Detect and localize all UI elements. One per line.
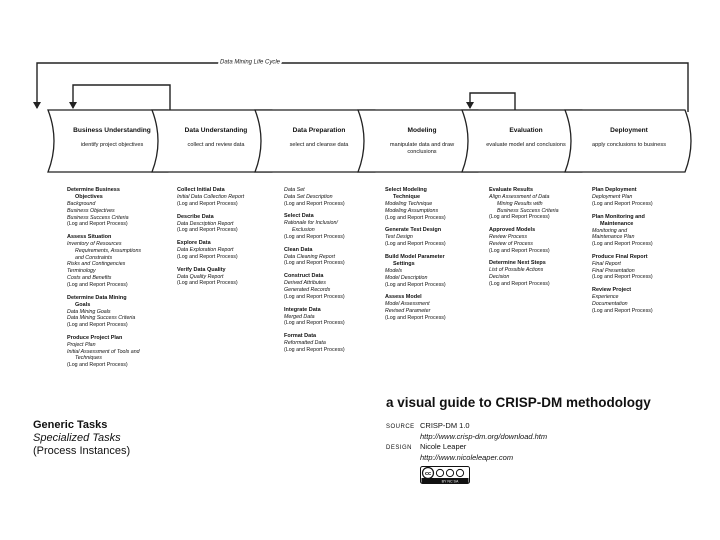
task-output: Decision (489, 274, 510, 281)
source-name: CRISP-DM 1.0 (420, 421, 470, 430)
task-output: Data Description Report (177, 220, 234, 227)
task-output: Initial Data Collection Report (177, 194, 245, 201)
task-column-5 (592, 187, 696, 315)
task-title: Approved Models (489, 227, 536, 234)
cc-terms: BY NC SA (441, 479, 459, 484)
task-output: Documentation (592, 301, 628, 308)
task-output: Data Exploration Report (177, 247, 234, 254)
design-url[interactable]: http://www.nicoleleaper.com (420, 453, 514, 462)
task-title: Assess Model (385, 294, 422, 301)
generic-task (177, 187, 281, 208)
process-instance: (Log and Report Process) (67, 221, 128, 228)
task-output: Requirements, Assumptions (75, 247, 142, 254)
task-output: Business Objectives (67, 207, 115, 214)
task-title: Determine Data Mining (67, 294, 127, 301)
task-output: Mining Results with (497, 200, 543, 207)
task-output: Exclusion (292, 227, 315, 234)
phase-title: Business Understanding (73, 127, 151, 134)
process-instance: (Log and Report Process) (67, 362, 128, 369)
task-title: Generate Test Design (385, 227, 442, 234)
task-output: List of Possible Actions (489, 267, 544, 274)
task-output: Data Set Description (284, 193, 333, 200)
generic-task (489, 227, 593, 254)
outer-cycle-arrow (37, 63, 688, 112)
task-title: Produce Final Report (592, 253, 648, 260)
task-output: Final Report (592, 260, 621, 267)
task-output: Review of Process (489, 240, 533, 247)
task-output: Experience (592, 294, 619, 301)
process-instance: (Log and Report Process) (67, 322, 128, 329)
phase-title: Modeling (407, 127, 437, 134)
phase-description: evaluate model and conclusions (486, 142, 566, 148)
process-instance: (Log and Report Process) (592, 200, 653, 207)
process-instance: (Log and Report Process) (177, 200, 238, 207)
process-instance: (Log and Report Process) (177, 280, 238, 287)
task-title: Maintenance (600, 220, 634, 227)
generic-task (284, 247, 388, 268)
task-title: Objectives (75, 194, 103, 201)
process-instance: (Log and Report Process) (385, 214, 446, 221)
task-title: Assess Situation (67, 234, 112, 241)
phase-title: Evaluation (509, 127, 543, 134)
process-instance: (Log and Report Process) (284, 320, 345, 327)
phase-chevron-5 (565, 110, 691, 172)
task-title: Build Model Parameter (385, 253, 445, 260)
phase-description: apply conclusions to business (591, 142, 666, 148)
generic-task (284, 273, 388, 300)
life-cycle-diagram (0, 0, 720, 180)
generic-task (284, 307, 388, 328)
task-title: Explore Data (177, 240, 211, 247)
process-instance: (Log and Report Process) (177, 253, 238, 260)
legend-process-instances: (Process Instances) (33, 445, 131, 457)
creative-commons-badge-icon (420, 466, 470, 484)
task-output: Derived Attributes (284, 280, 326, 287)
task-column-2 (284, 187, 388, 354)
process-instance: (Log and Report Process) (284, 260, 345, 267)
generic-task (284, 213, 388, 240)
process-instance: (Log and Report Process) (489, 280, 550, 287)
generic-task (67, 335, 171, 369)
generic-task (284, 187, 388, 207)
phase-title: Data Preparation (292, 127, 346, 134)
process-instance: (Log and Report Process) (592, 274, 653, 281)
generic-task (67, 187, 171, 228)
process-instance: (Log and Report Process) (284, 293, 345, 300)
task-output: Project Plan (67, 341, 96, 348)
task-column-3 (385, 187, 489, 322)
cycle-label: Data Mining Life Cycle (219, 59, 281, 66)
task-title: Evaluate Results (489, 187, 534, 193)
generic-task (592, 254, 696, 281)
guide-title: a visual guide to CRISP-DM methodology (386, 395, 651, 410)
inner-cycle-arrow (470, 93, 515, 111)
task-output: Data Set (284, 187, 305, 193)
generic-task (177, 267, 281, 288)
task-output: Rationale for Inclusion/ (284, 220, 338, 227)
task-title: Determine Next Steps (489, 260, 546, 267)
task-title: Plan Monitoring and (592, 213, 645, 220)
task-output: Terminology (67, 268, 96, 275)
generic-task (592, 187, 696, 208)
generic-task (67, 234, 171, 288)
design-name: Nicole Leaper (420, 442, 467, 451)
task-title: Construct Data (284, 273, 324, 280)
source-url[interactable]: http://www.crisp-dm.org/download.htm (420, 432, 548, 441)
phase-description: manipulate data and draw conclusions (389, 142, 455, 155)
task-output: Align Assessment of Data (489, 194, 550, 201)
generic-task (592, 287, 696, 314)
legend (33, 419, 130, 458)
phase-title: Data Understanding (184, 127, 248, 134)
task-title: Goals (75, 301, 91, 308)
task-output: Revised Parameter (385, 308, 431, 315)
generic-task (284, 333, 388, 354)
process-instance: (Log and Report Process) (489, 247, 550, 254)
process-instance: (Log and Report Process) (67, 281, 128, 288)
process-instance: (Log and Report Process) (177, 227, 238, 234)
task-output: Reformatted Data (284, 340, 326, 347)
process-instance: (Log and Report Process) (385, 314, 446, 321)
task-title: Produce Project Plan (67, 334, 123, 341)
task-output: Data Mining Success Criteria (67, 315, 136, 322)
task-title: Select Data (284, 213, 314, 220)
task-output: Models (385, 267, 403, 274)
task-output: Business Success Criteria (497, 207, 559, 214)
task-output: Modeling Technique (385, 201, 433, 208)
task-output: Inventory of Resources (67, 241, 122, 248)
legend-specialized-tasks: Specialized Tasks (33, 432, 121, 444)
process-instance: (Log and Report Process) (284, 233, 345, 240)
task-title: Verify Data Quality (177, 266, 226, 273)
task-title: Review Project (592, 287, 632, 294)
task-title: Settings (393, 260, 415, 267)
process-instance: (Log and Report Process) (284, 346, 345, 353)
generic-task (385, 187, 489, 221)
task-output: Deployment Plan (592, 194, 633, 201)
task-output: and Constraints (75, 254, 113, 261)
task-title: Collect Initial Data (177, 187, 225, 193)
task-output: Data Mining Goals (67, 308, 111, 315)
generic-task (489, 260, 593, 287)
task-title: Select Modeling (385, 187, 427, 193)
process-instance: (Log and Report Process) (385, 241, 446, 248)
generic-task (385, 294, 489, 321)
process-instance: (Log and Report Process) (489, 214, 550, 221)
task-title: Integrate Data (284, 306, 321, 313)
task-output: Model Description (385, 274, 428, 281)
task-output: Model Assessment (385, 301, 430, 308)
generic-task (385, 227, 489, 248)
task-column-0 (67, 187, 171, 369)
task-output: Modeling Assumptions (385, 207, 439, 214)
credits (386, 421, 547, 463)
task-output: Monitoring and (592, 227, 628, 234)
generic-task (489, 187, 593, 221)
generic-task (592, 214, 696, 248)
process-instance: (Log and Report Process) (592, 241, 653, 248)
task-column-4 (489, 187, 593, 288)
task-output: Maintenance Plan (592, 234, 635, 241)
generic-task (177, 240, 281, 261)
generic-task (385, 254, 489, 288)
task-output: Techniques (75, 355, 102, 362)
task-output: Costs and Benefits (67, 274, 112, 281)
task-title: Plan Deployment (592, 187, 637, 193)
task-output: Risks and Contingencies (67, 261, 126, 268)
phase-description: identify project objectives (80, 142, 144, 148)
phase-title: Deployment (610, 127, 648, 134)
process-instance: (Log and Report Process) (592, 307, 653, 314)
task-title: Determine Business (67, 187, 120, 193)
task-title: Clean Data (284, 246, 313, 253)
design-key: DESIGN (386, 445, 413, 451)
task-output: Business Success Criteria (67, 214, 129, 221)
middle-cycle-arrow (73, 85, 170, 110)
process-instance: (Log and Report Process) (284, 200, 345, 207)
process-instance: (Log and Report Process) (385, 281, 446, 288)
task-output: Test Design (385, 234, 413, 241)
task-output: Generated Records (284, 286, 331, 293)
task-output: Background (67, 201, 96, 208)
phase-description: collect and review data (187, 142, 245, 148)
task-output: Initial Assessment of Tools and (67, 348, 140, 355)
task-output: Data Cleaning Report (284, 253, 335, 260)
source-key: SOURCE (386, 424, 415, 430)
phase-description: select and cleanse data (289, 142, 349, 148)
task-output: Data Quality Report (177, 273, 224, 280)
task-output: Final Presentation (592, 267, 635, 274)
task-title: Technique (393, 194, 421, 201)
task-output: Merged Data (284, 313, 315, 320)
task-title: Describe Data (177, 213, 214, 220)
generic-task (177, 214, 281, 235)
task-column-1 (177, 187, 281, 287)
legend-generic-tasks: Generic Tasks (33, 419, 108, 431)
task-title: Format Data (284, 333, 317, 340)
task-output: Review Process (489, 234, 527, 241)
generic-task (67, 295, 171, 329)
cc-mark: cc (424, 471, 432, 477)
